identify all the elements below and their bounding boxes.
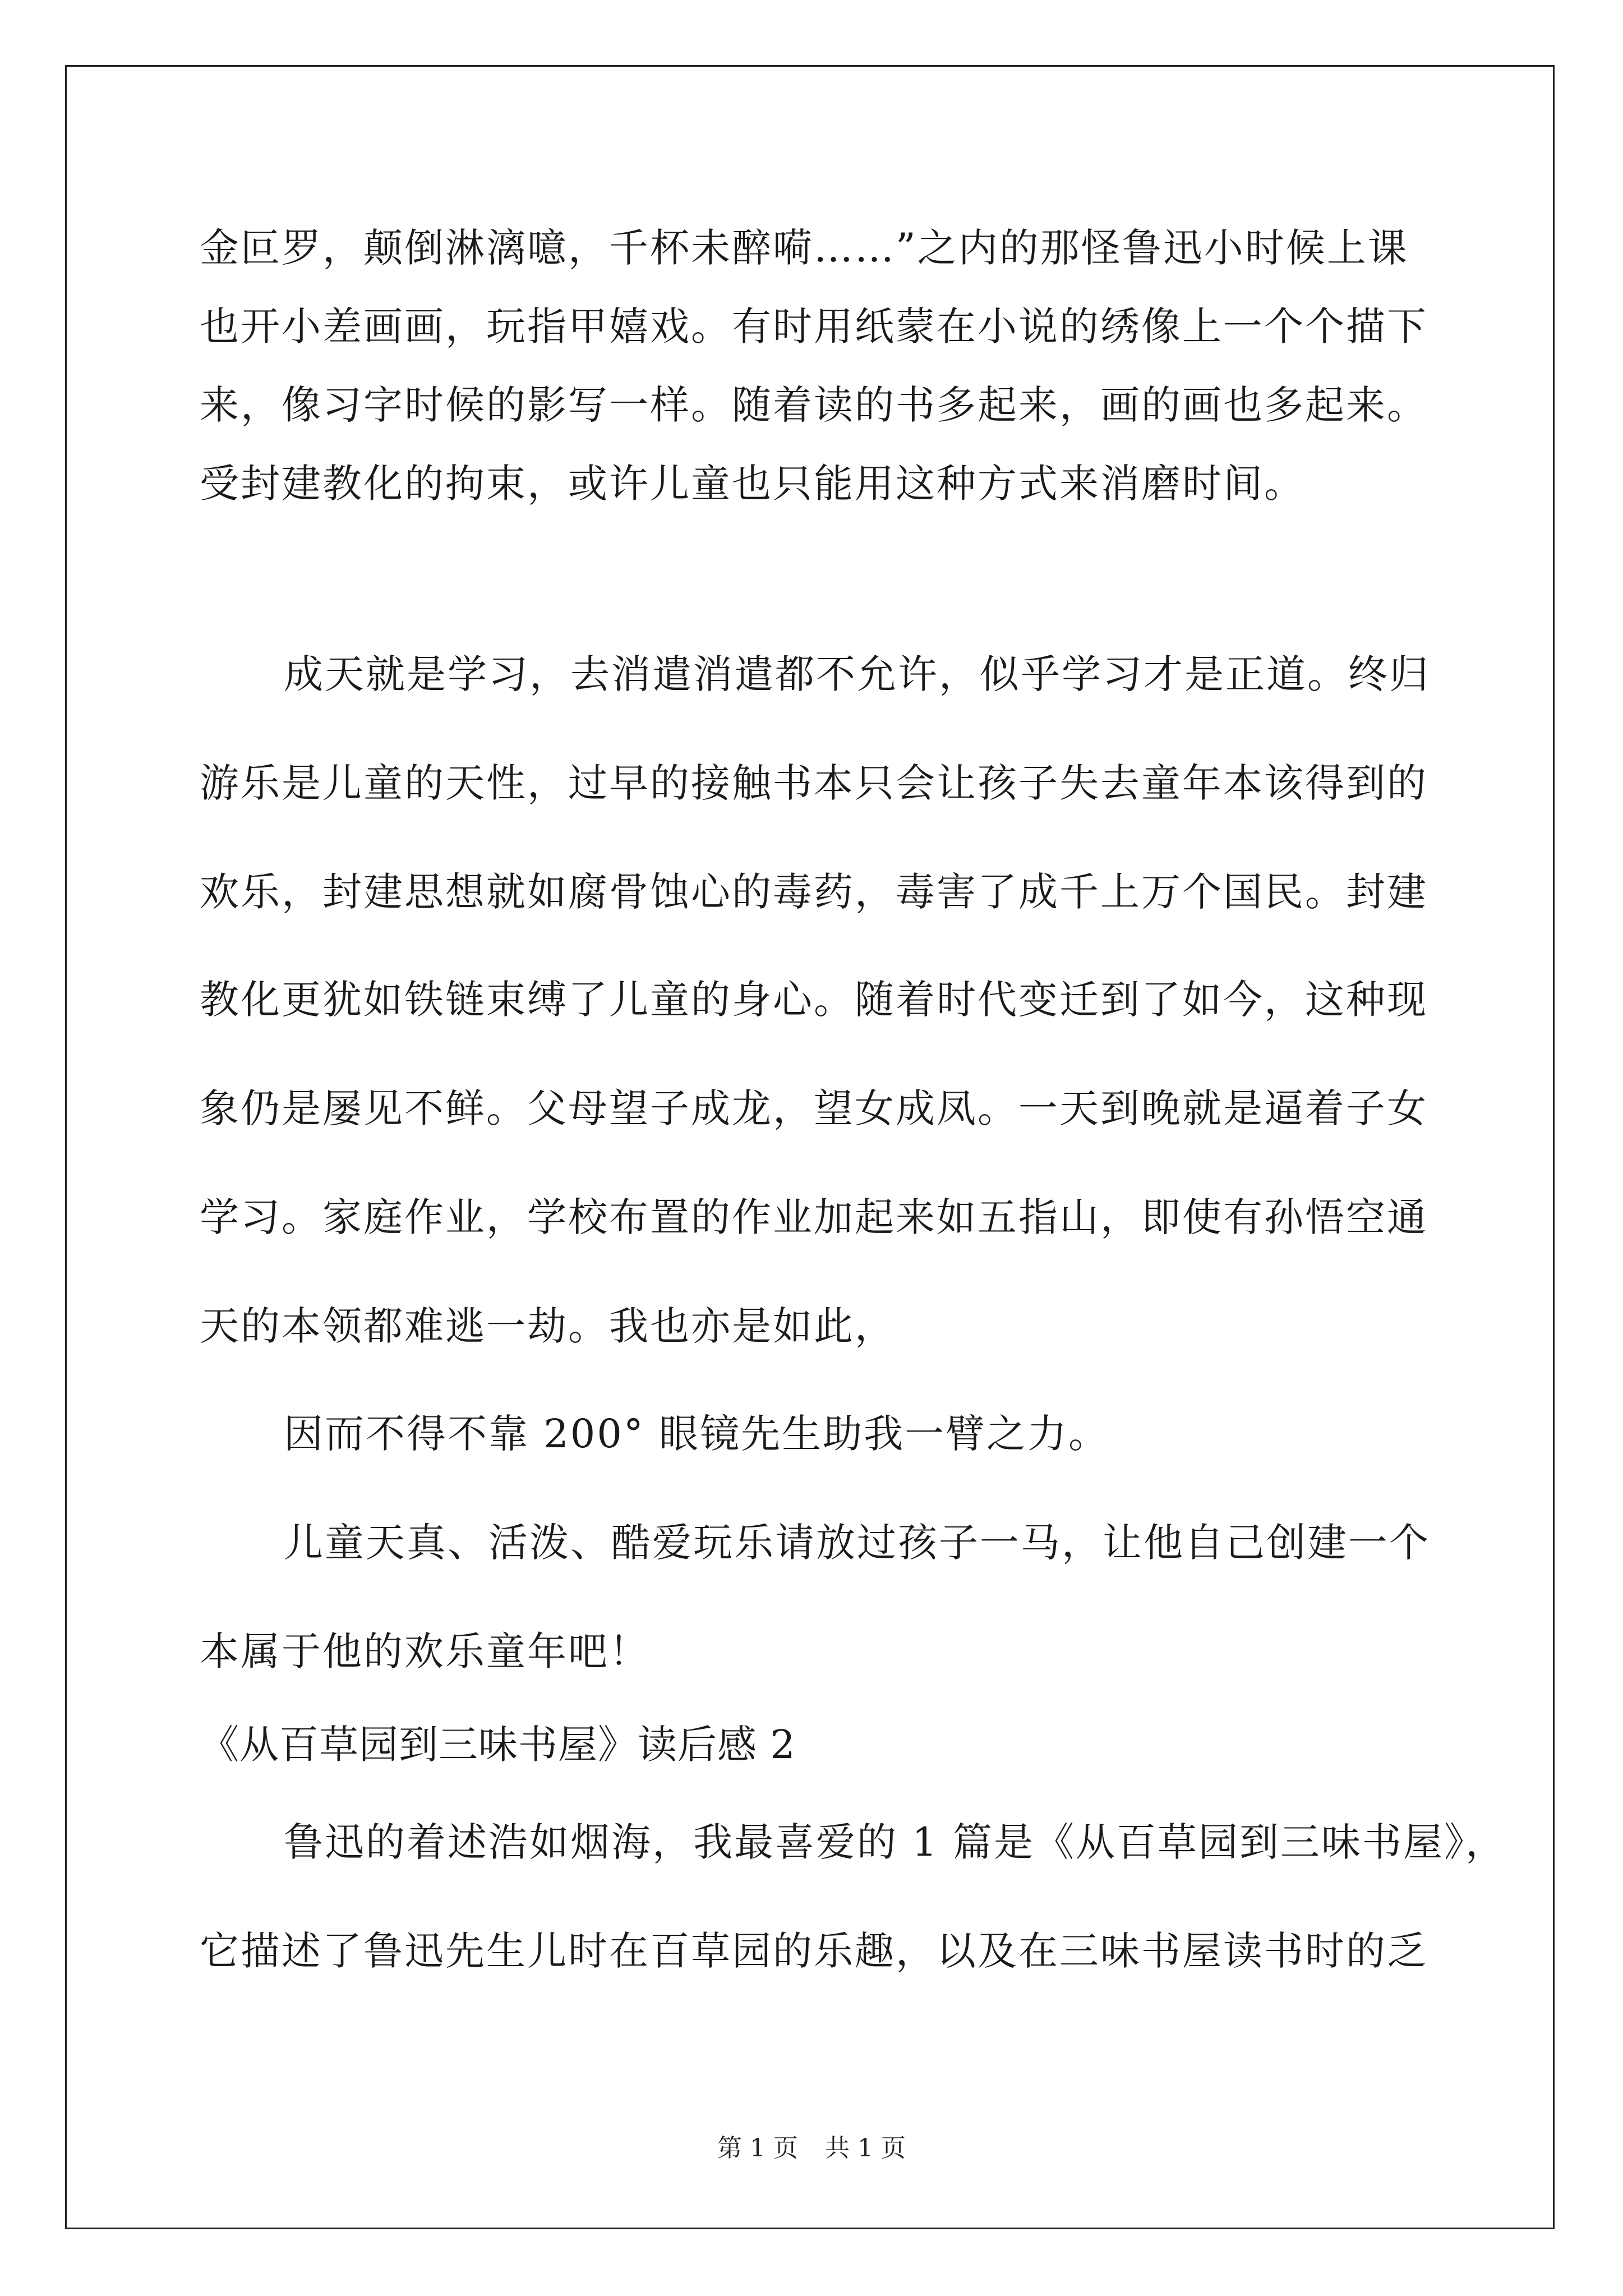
paragraph-line: 受封建教化的拘束，或许儿童也只能用这种方式来消磨时间。	[200, 461, 1305, 507]
paragraph-line: 教化更犹如铁链束缚了儿童的身心。随着时代变迁到了如今，这种现	[200, 977, 1428, 1023]
paragraph-line: 鲁迅的着述浩如烟海，我最喜爱的 1 篇是《从百草园到三味书屋》，	[284, 1819, 1507, 1865]
paragraph-line: 欢乐，封建思想就如腐骨蚀心的毒药，毒害了成千上万个国民。封建	[200, 869, 1428, 915]
total-pages-label: 共 1 页	[825, 2134, 906, 2162]
paragraph-line: 成天就是学习，去消遣消遣都不允许，似乎学习才是正道。终归	[284, 651, 1430, 697]
section-heading: 《从百草园到三味书屋》读后感 2	[200, 1722, 796, 1768]
paragraph-line: 游乐是儿童的天性，过早的接触书本只会让孩子失去童年本该得到的	[200, 760, 1428, 806]
page-footer	[0, 2132, 1623, 2165]
paragraph-line: 因而不得不靠 200° 眼镜先生助我一臂之力。	[284, 1411, 1110, 1457]
paragraph-line: 儿童天真、活泼、酷爱玩乐请放过孩子一马，让他自己创建一个	[284, 1520, 1430, 1566]
paragraph-line: 学习。家庭作业，学校布置的作业加起来如五指山，即使有孙悟空通	[200, 1194, 1428, 1240]
paragraph-line: 来，像习字时候的影写一样。随着读的书多起来，画的画也多起来。	[200, 382, 1428, 428]
page-number-label: 第 1 页	[717, 2134, 798, 2162]
paragraph-line: 象仍是屡见不鲜。父母望子成龙，望女成凤。一天到晚就是逼着子女	[200, 1085, 1428, 1131]
paragraph-line: 天的本领都难逃一劫。我也亦是如此，	[200, 1303, 896, 1349]
paragraph-line: 也开小差画画，玩指甲嬉戏。有时用纸蒙在小说的绣像上一个个描下	[200, 303, 1428, 349]
paragraph-line: 它描述了鲁迅先生儿时在百草园的乐趣，以及在三味书屋读书时的乏	[200, 1928, 1428, 1974]
paragraph-line: 金叵罗，颠倒淋漓噫，千杯未醉嗬……”之内的那怪鲁迅小时候上课	[200, 225, 1409, 271]
paragraph-line: 本属于他的欢乐童年吧！	[200, 1628, 650, 1674]
